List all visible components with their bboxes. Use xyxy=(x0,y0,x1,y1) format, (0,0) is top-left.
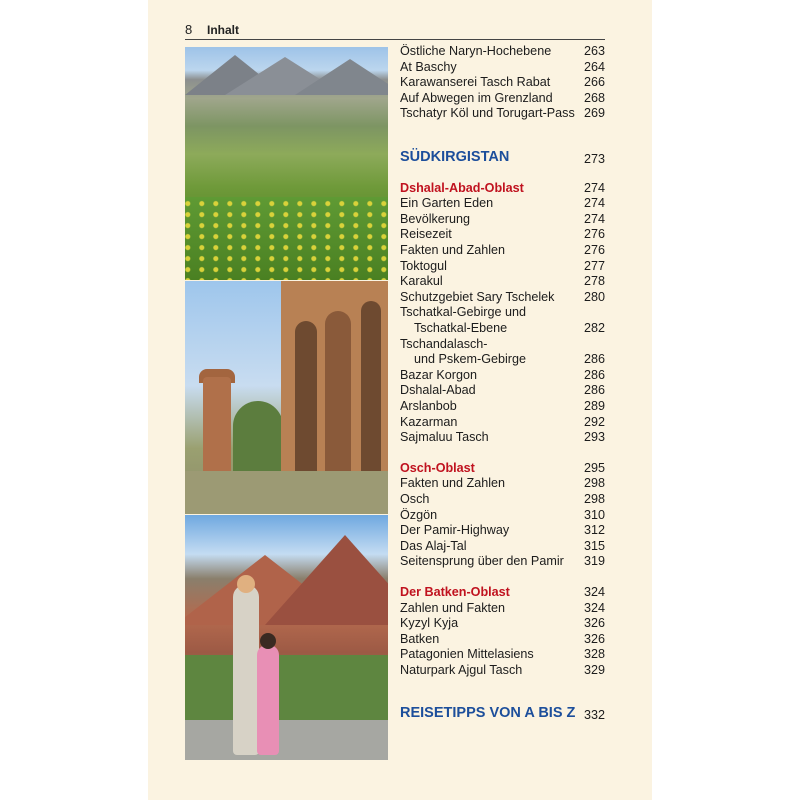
toc-section xyxy=(400,150,605,166)
toc-entry-title: Schutzgebiet Sary Tschelek xyxy=(400,289,555,304)
toc-entry xyxy=(400,44,605,60)
toc-entry-title: Tschandalasch- xyxy=(400,336,488,351)
toc-entry-page: 324 xyxy=(583,600,605,615)
toc-entry-page: 263 xyxy=(583,44,605,58)
toc-entry-page: 293 xyxy=(583,430,605,445)
toc-entry-page: 282 xyxy=(583,321,605,335)
toc-entry xyxy=(400,415,605,431)
photo-mountain-meadow xyxy=(185,47,388,280)
toc-entry-title: SÜDKIRGISTAN xyxy=(400,149,510,165)
toc-entry-page: 274 xyxy=(583,196,605,211)
toc-entry-page: 295 xyxy=(583,460,605,475)
toc-entry xyxy=(400,663,605,679)
toc-entry-page: 292 xyxy=(583,414,605,429)
toc-entry-page: 286 xyxy=(583,383,605,398)
toc-entry-title: Reisezeit xyxy=(400,227,452,242)
toc-entry-page: 326 xyxy=(583,616,605,631)
toc-entry xyxy=(400,523,605,539)
toc-entry-title: Der Batken-Oblast xyxy=(400,585,510,599)
toc-entry xyxy=(400,430,605,446)
toc-entry xyxy=(400,601,605,617)
toc-entry-title: Das Alaj-Tal xyxy=(400,538,467,553)
toc-entry-title: Toktogul xyxy=(400,258,447,273)
toc-entry xyxy=(400,75,605,91)
toc-entry-page: 298 xyxy=(583,492,605,506)
toc-entry xyxy=(400,227,605,243)
toc-subsection xyxy=(400,461,605,477)
toc-entry-title: Fakten und Zahlen xyxy=(400,243,506,257)
toc-entry-page: 312 xyxy=(583,523,605,538)
toc-entry-page: 286 xyxy=(583,352,605,367)
toc-entry-title: Bevölkerung xyxy=(400,211,471,226)
toc-subsection xyxy=(400,585,605,601)
toc-entry xyxy=(400,321,605,337)
page-header xyxy=(185,22,605,40)
toc-entry xyxy=(400,60,605,76)
toc-entry-page: 277 xyxy=(583,258,605,273)
toc-entry-page: 326 xyxy=(583,631,605,646)
toc-entry-title: Tschatkal-Gebirge und xyxy=(400,305,527,320)
toc-entry xyxy=(400,647,605,663)
toc-entry-title: Auf Abwegen im Grenzland xyxy=(400,90,553,105)
toc-entry-page: 273 xyxy=(583,152,605,166)
toc-entry xyxy=(400,212,605,228)
toc-entry xyxy=(400,368,605,384)
toc-entry-title: Dshalal-Abad xyxy=(400,383,476,398)
toc-entry-title: Osch-Oblast xyxy=(400,460,475,475)
toc-entry-title: Sajmaluu Tasch xyxy=(400,430,489,445)
toc-entry-page: 332 xyxy=(583,707,605,722)
toc-entry-page: 276 xyxy=(583,227,605,242)
toc-entry-title: Fakten und Zahlen xyxy=(400,476,506,491)
toc-entry xyxy=(400,106,605,122)
toc-entry-title: Batken xyxy=(400,631,440,646)
toc-entry xyxy=(400,508,605,524)
toc-entry-page: 329 xyxy=(583,663,605,677)
toc-entry xyxy=(400,290,605,306)
toc-entry xyxy=(400,383,605,399)
toc-entry-page: 286 xyxy=(583,367,605,382)
toc-entry-title: Tschatyr Köl und Torugart-Pass xyxy=(400,106,575,121)
toc-entry xyxy=(400,337,605,353)
toc-entry-page: 274 xyxy=(583,180,605,195)
toc-entry-title: Der Pamir-Highway xyxy=(400,523,510,538)
header-rule xyxy=(185,39,605,40)
toc-entry xyxy=(400,492,605,508)
toc-entry-page: 268 xyxy=(583,90,605,105)
toc-entry xyxy=(400,352,605,368)
adult-figure xyxy=(233,585,259,755)
toc-entry xyxy=(400,196,605,212)
toc-entry xyxy=(400,554,605,570)
toc-entry-title: REISETIPPS VON A BIS Z xyxy=(400,704,576,721)
toc-entry xyxy=(400,259,605,275)
toc-entry-title: Arslanbob xyxy=(400,399,457,413)
toc-entry-title: At Baschy xyxy=(400,59,457,74)
toc-entry-title: Karawanserei Tasch Rabat xyxy=(400,75,551,90)
toc-entry-title: Karakul xyxy=(400,274,443,289)
toc-entry xyxy=(400,632,605,648)
page-number: 8 xyxy=(185,22,193,37)
toc-entry xyxy=(400,243,605,259)
toc-subsection xyxy=(400,181,605,197)
page-title: Inhalt xyxy=(207,23,239,37)
toc-entry-title: Zahlen und Fakten xyxy=(400,600,506,615)
toc-entry-title: und Pskem-Gebirge xyxy=(414,352,526,367)
toc-entry-page: 266 xyxy=(583,75,605,90)
toc-entry-title: Özgön xyxy=(400,507,438,522)
toc-entry-page: 280 xyxy=(583,289,605,304)
toc-entry-page: 276 xyxy=(583,243,605,257)
toc-entry-title: Seitensprung über den Pamir xyxy=(400,554,564,569)
toc-entry-page: 298 xyxy=(583,476,605,491)
toc-entry-page: 328 xyxy=(583,647,605,662)
toc-entry xyxy=(400,91,605,107)
toc-entry-page: 289 xyxy=(583,399,605,413)
toc-entry xyxy=(400,616,605,632)
photo-minaret-and-arches xyxy=(185,281,388,514)
toc-entry-page: 269 xyxy=(583,106,605,121)
toc-entry-title: Bazar Korgon xyxy=(400,367,478,382)
toc-entry-title: Ein Garten Eden xyxy=(400,196,494,211)
toc-entry xyxy=(400,476,605,492)
toc-entry-title: Osch xyxy=(400,492,430,506)
toc-entry-page: 278 xyxy=(583,274,605,289)
toc-entry-page: 274 xyxy=(583,211,605,226)
toc-entry-title: Naturpark Ajgul Tasch xyxy=(400,663,523,677)
toc-entry-title: Kyzyl Kyja xyxy=(400,616,459,631)
toc-section xyxy=(400,706,605,722)
toc-entry-page: 324 xyxy=(583,585,605,599)
photo-red-mountains-with-people xyxy=(185,515,388,760)
toc-entry-title: Patagonien Mittelasiens xyxy=(400,647,534,662)
toc-entry xyxy=(400,274,605,290)
toc-entry-title: Östliche Naryn-Hochebene xyxy=(400,44,552,58)
toc-entry-title: Tschatkal-Ebene xyxy=(414,321,508,335)
toc-entry-title: Dshalal-Abad-Oblast xyxy=(400,180,524,195)
toc-entry-page: 264 xyxy=(583,59,605,74)
toc-entry-page: 319 xyxy=(583,554,605,569)
toc-entry xyxy=(400,539,605,555)
toc-entry-page: 310 xyxy=(583,507,605,522)
toc-entry-page: 315 xyxy=(583,538,605,553)
toc-entry xyxy=(400,399,605,415)
child-figure xyxy=(257,645,279,755)
toc-entry xyxy=(400,305,605,321)
toc-entry-title: Kazarman xyxy=(400,414,458,429)
